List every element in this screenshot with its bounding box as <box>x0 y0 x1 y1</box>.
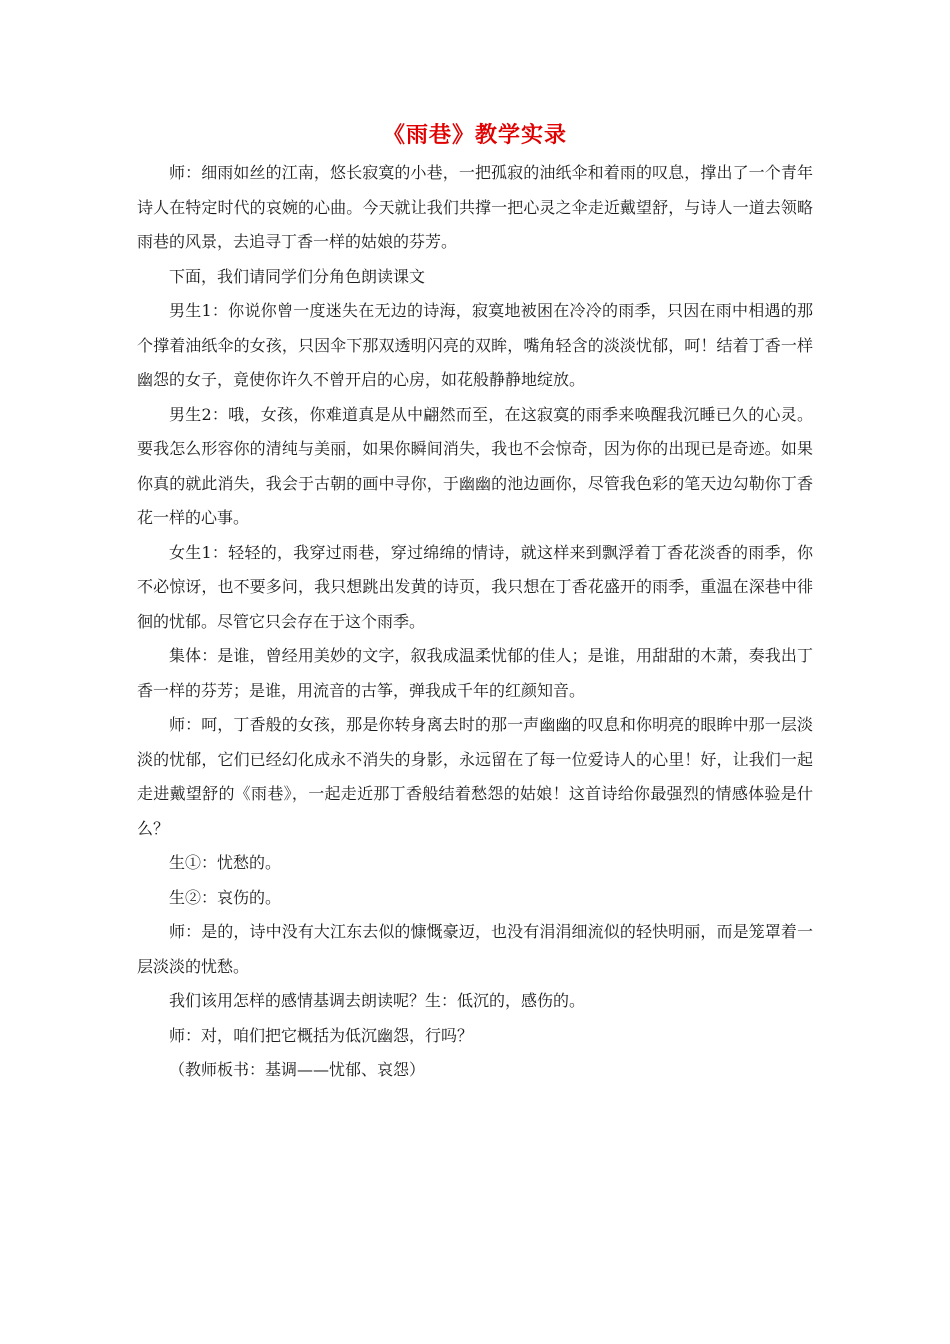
paragraph-teacher-question: 师：呵，丁香般的女孩，那是你转身离去时的那一声幽幽的叹息和你明亮的眼眸中那一层淡淡的忧郁，它们已经幻化成永不消失的身影，永远留在了每一位爱诗人的心里！好，让我们一起走进戴望舒的《雨巷》，一起走近那丁香般结着愁怨的姑娘！这首诗给你最强烈的情感体验是什么？ <box>137 715 813 838</box>
paragraph-teacher-reply: 师：是的，诗中没有大江东去似的慷慨豪迈，也没有涓涓细流似的轻快明丽，而是笼罩着一层淡淡的忧愁。 <box>137 922 813 976</box>
paragraph-student-1: 生①：忧愁的。 <box>169 853 282 872</box>
paragraph-board-note: （教师板书：基调——忧郁、哀怨） <box>169 1060 426 1079</box>
paragraph-teacher-summary: 师：对，咱们把它概括为低沉幽怨，行吗？ <box>169 1025 474 1045</box>
paragraph-group: 集体：是谁，曾经用美妙的文字，叙我成温柔忧郁的佳人；是谁，用甜甜的木萧，奏我出丁香一样的芬芳；是谁，用流音的古筝，弹我成千年的红颜知音。 <box>137 646 813 700</box>
paragraph-student-2: 生②：哀伤的。 <box>169 887 282 907</box>
paragraph-boy-1: 男生1：你说你曾一度迷失在无边的诗海，寂寞地被困在冷冷的雨季，只因在雨中相遇的那个撑着油纸伞的女孩，只因伞下那双透明闪亮的双眸，嘴角轻含的淡淡忧郁，呵！结着丁香一样幽怨的女子，竟使你许久不曾开启的心房，如花般静静地绽放。 <box>137 301 813 389</box>
paragraph-reading-instruction: 下面，我们请同学们分角色朗读课文 <box>169 266 426 286</box>
document-body <box>137 156 813 1088</box>
paragraph-girl-1: 女生1：轻轻的，我穿过雨巷，穿过绵绵的情诗，就这样来到飘浮着丁香花淡香的雨季，你不必惊讶，也不要多问，我只想跳出发黄的诗页，我只想在丁香花盛开的雨季，重温在深巷中徘徊的忧郁。尽管它只会存在于这个雨季。 <box>137 542 813 631</box>
paragraph-tone-question: 我们该用怎样的感情基调去朗读呢？生：低沉的，感伤的。 <box>169 991 586 1010</box>
paragraph-boy-2: 男生2：哦，女孩，你难道真是从中翩然而至，在这寂寞的雨季来唤醒我沉睡已久的心灵。要我怎么形容你的清纯与美丽，如果你瞬间消失，我也不会惊奇，因为你的出现已是奇迹。如果你真的就此消失，我会于古朝的画中寻你，于幽幽的池边画你，尽管我色彩的笔天边勾勒你丁香花一样的心事。 <box>137 404 813 527</box>
paragraph-teacher-intro: 师：细雨如丝的江南，悠长寂寞的小巷，一把孤寂的油纸伞和着雨的叹息，撑出了一个青年诗人在特定时代的哀婉的心曲。今天就让我们共撑一把心灵之伞走近戴望舒，与诗人一道去领略雨巷的风景，去追寻丁香一样的姑娘的芬芳。 <box>137 163 813 251</box>
document-title: 《雨巷》教学实录 <box>382 122 567 148</box>
